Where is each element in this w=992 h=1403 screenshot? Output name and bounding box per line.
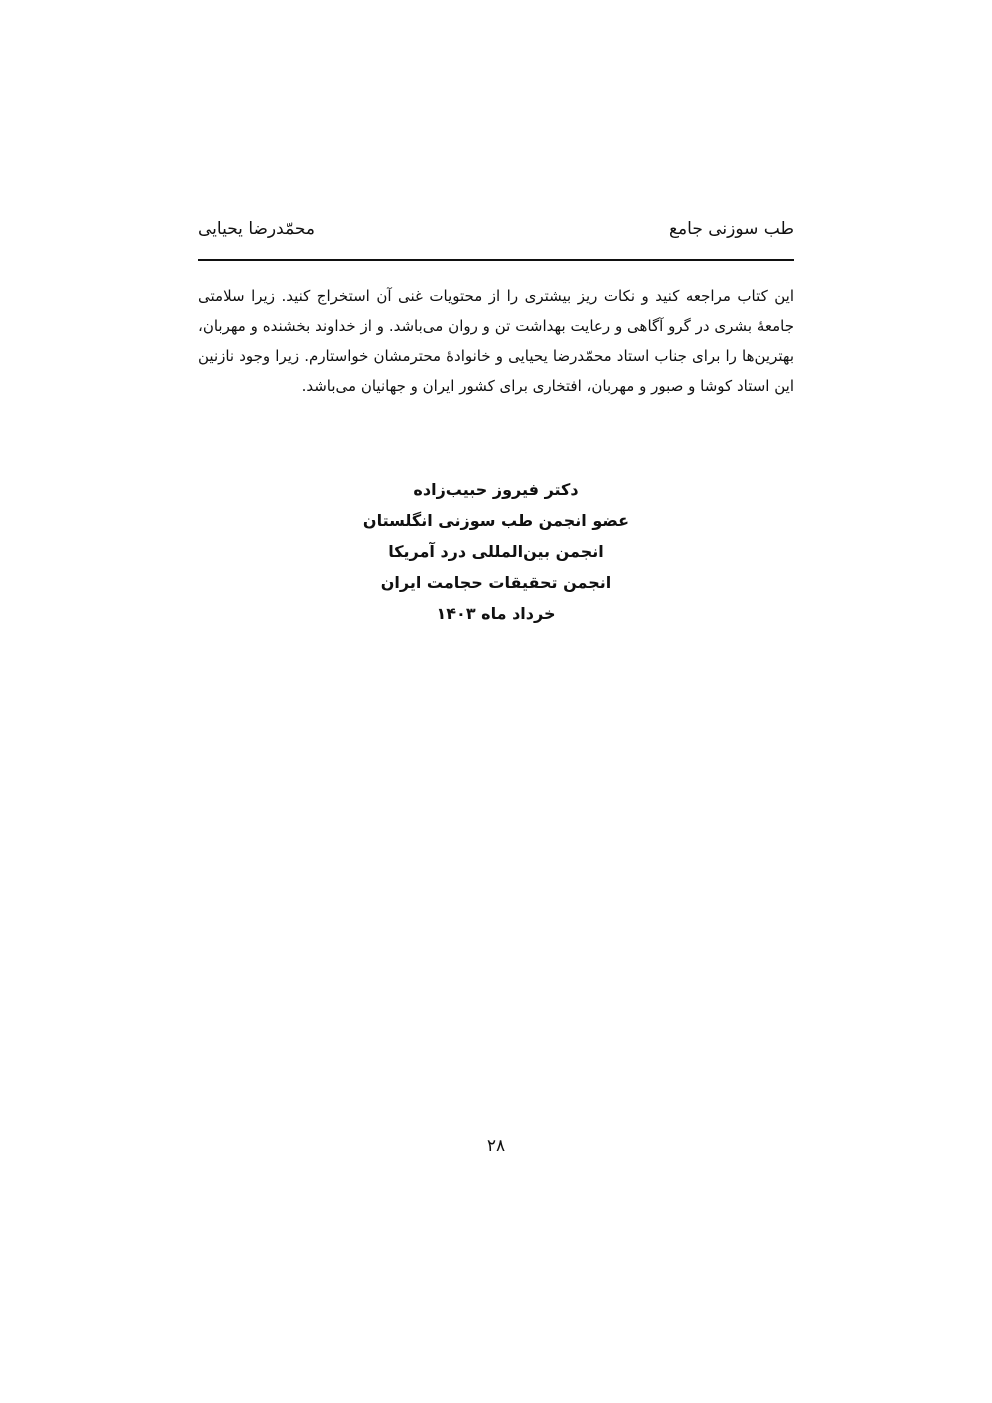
body-paragraph: این کتاب مراجعه کنید و نکات ریز بیشتری را از محتویات غنی آن استخراج کنید. زیرا سلامتی جامعهٔ بشری در گرو آگاهی و رعایت بهداشت تن و روان می‌باشد. و از خداوند بخشنده و مهربان، بهترین‌ها را برای جناب استاد محمّدرضا یحیایی و خانوادهٔ محترمشان خواستارم. زیرا وجود نازنین این استاد کوشا و صبور و مهربان، افتخاری برای کشور ایران و جهانیان می‌باشد. <box>198 287 794 395</box>
body-text <box>198 281 794 401</box>
author-name: محمّدرضا یحیایی <box>198 219 315 239</box>
header-divider <box>198 259 794 261</box>
signer-affiliation-1: عضو انجمن طب سوزنی انگلستان <box>362 511 630 530</box>
signature-date: خرداد ماه ۱۴۰۳ <box>436 604 556 623</box>
page-number: ۲۸ <box>486 1136 506 1156</box>
book-title: طب سوزنی جامع <box>668 219 794 239</box>
signer-name: دکتر فیروز حبیب‌زاده <box>413 480 579 499</box>
signature-block <box>198 474 794 629</box>
running-header <box>198 213 794 245</box>
signer-affiliation-3: انجمن تحقیقات حجامت ایران <box>380 573 612 592</box>
signer-affiliation-2: انجمن بین‌المللی درد آمریکا <box>388 542 604 561</box>
